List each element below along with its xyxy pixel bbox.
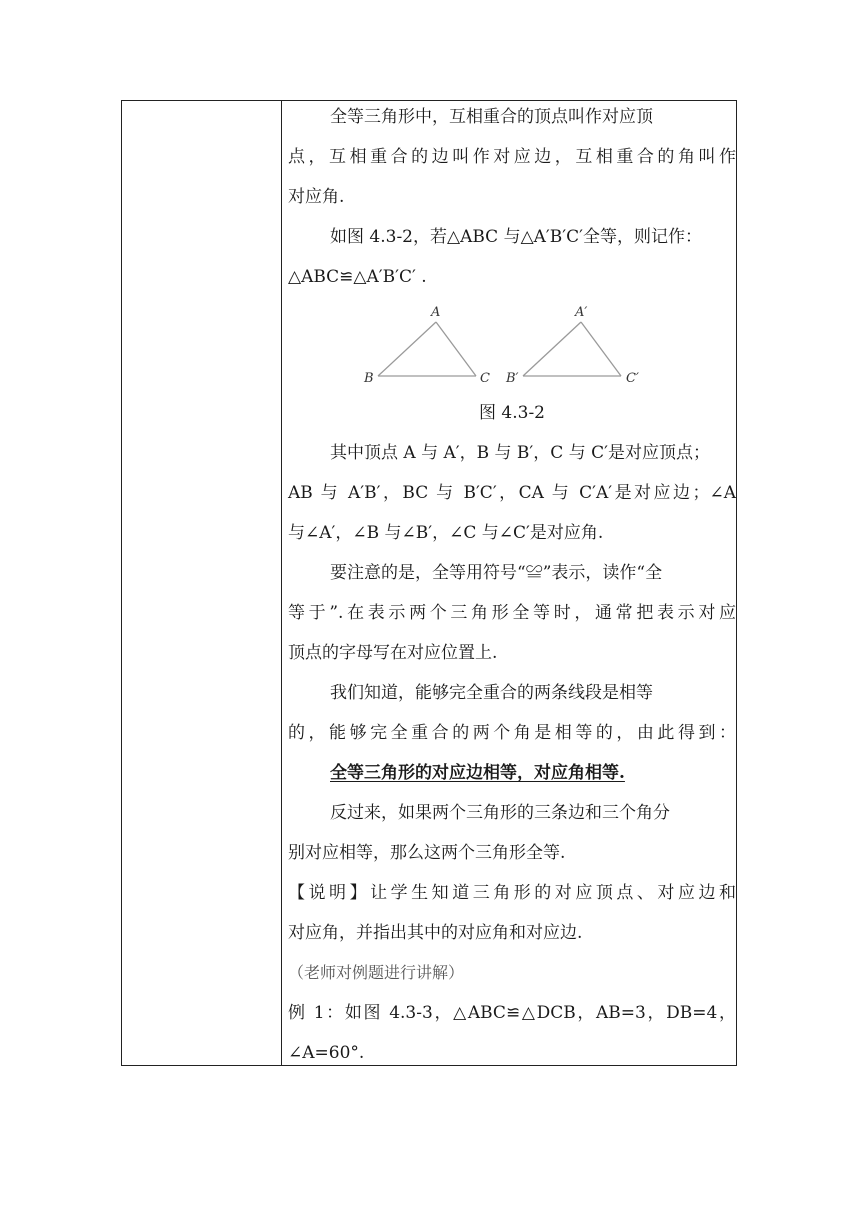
label-c: C	[480, 371, 490, 386]
paragraph-line: 的，能够完全重合的两个角是相等的，由此得到：	[288, 723, 736, 743]
paragraph-line: 与∠A′，∠B 与∠B′，∠C 与∠C′是对应角.	[288, 523, 604, 543]
label-b: B	[364, 371, 374, 386]
label-a-prime: A′	[575, 305, 588, 320]
example-line: ∠A=60°.	[288, 1043, 365, 1063]
edge-a2b2	[523, 322, 581, 376]
label-b-prime: B′	[506, 371, 519, 386]
column-divider	[281, 101, 282, 1065]
paragraph-line: 我们知道，能够完全重合的两条线段是相等	[330, 683, 653, 703]
edge-ac	[436, 322, 476, 376]
paragraph-line: 其中顶点 A 与 A′，B 与 B′，C 与 C′是对应顶点；	[330, 443, 710, 463]
paragraph-line: 全等三角形中，互相重合的顶点叫作对应顶	[330, 107, 653, 127]
edge-a2c2	[581, 322, 621, 376]
triangles-diagram	[358, 300, 658, 390]
label-a: A	[431, 305, 441, 320]
label-c-prime: C′	[626, 371, 639, 386]
triangle-figure	[358, 300, 658, 390]
paragraph-line: 点，互相重合的边叫作对应边，互相重合的角叫作	[288, 147, 736, 167]
teacher-note: （老师对例题进行讲解）	[288, 963, 465, 982]
theorem-statement: 全等三角形的对应边相等，对应角相等.	[330, 763, 625, 783]
paragraph-line: 别对应相等，那么这两个三角形全等.	[288, 843, 566, 863]
paragraph-line: △ABC≌△A′B′C′ .	[288, 267, 427, 287]
paragraph-line: 等于”.在表示两个三角形全等时，通常把表示对应	[288, 603, 736, 623]
example-line: 例 1：如图 4.3-3，△ABC≌△DCB，AB=3，DB=4，	[288, 1003, 736, 1023]
edge-ab	[378, 322, 436, 376]
paragraph-line: 反过来，如果两个三角形的三条边和三个角分	[330, 803, 670, 823]
paragraph-line: AB 与 A′B′，BC 与 B′C′，CA 与 C′A′是对应边；∠A	[288, 483, 736, 503]
figure-caption: 图 4.3-2	[479, 403, 545, 423]
note-line: 【说明】让学生知道三角形的对应顶点、对应边和	[288, 883, 736, 903]
paragraph-line: 要注意的是，全等用符号“≌”表示，读作“全	[330, 563, 663, 583]
note-line: 对应角，并指出其中的对应角和对应边.	[288, 923, 583, 943]
paragraph-line: 顶点的字母写在对应位置上.	[288, 643, 498, 663]
paragraph-line: 如图 4.3-2，若△ABC 与△A′B′C′全等，则记作：	[330, 227, 702, 247]
paragraph-line: 对应角.	[288, 187, 345, 207]
